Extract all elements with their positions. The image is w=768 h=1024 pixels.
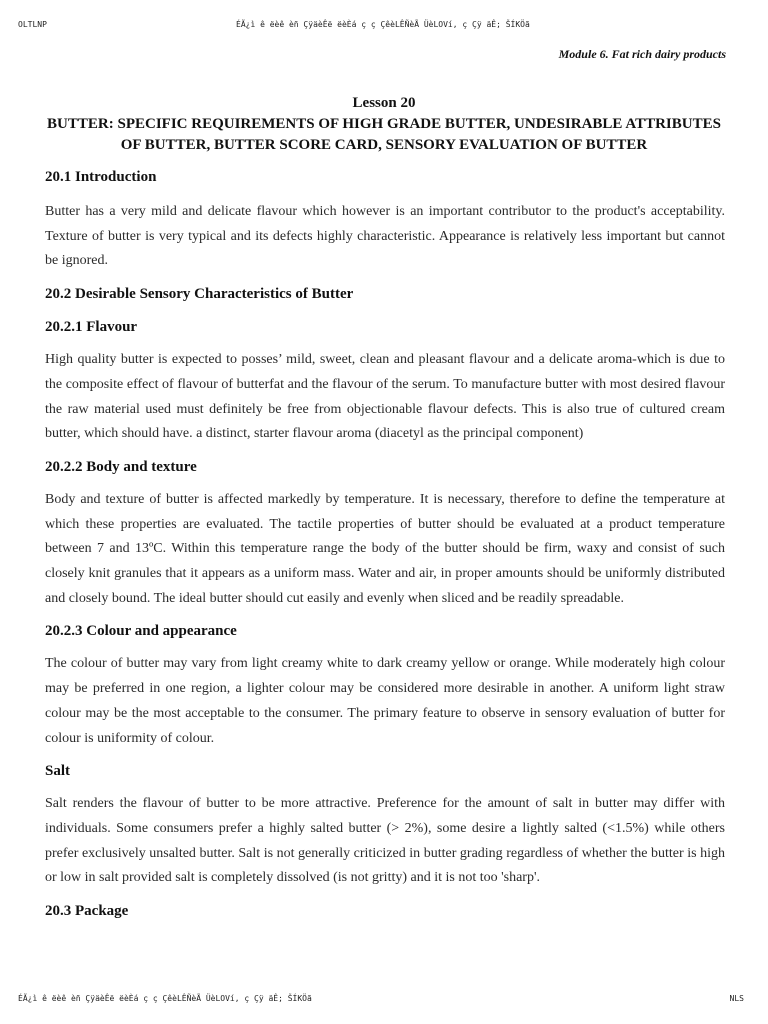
header-left-mark: OLTLNP [18, 20, 47, 29]
paragraph-introduction: Butter has a very mild and delicate flavour which however is an important contributor to the product's acceptability. Texture of butter is very typical and its defects highly characteristic. Appearance is relatively less important but cannot be ignored. [45, 204, 725, 269]
section-heading-introduction: 20.1 Introduction [45, 169, 157, 185]
document-body [45, 166, 725, 922]
paragraph-body-texture: Body and texture of butter is affected markedly by temperature. It is necessary, therefore to define the temperature at which these properties are evaluated. The tactile properties of butter should be evaluated at a product temperature between 7 and 13ºC. Within this temperature range the body of the butter should be firm, waxy and consist of such closely knit granules that it appears as a uniform mass. Water and air, in proper amounts should be uniformly distributed and closely bound. The ideal butter should cut easily and evenly when sliced and be readily spreadable. [45, 491, 725, 606]
header-center-mark: ÉÃ¿ì ê ëèê èñ ÇÿäèÊë ëèÈá ç ç ÇêèLÊÑèÃ ÜèLOVí, ç Çÿ äÊ; ŠÍKÖã [236, 20, 530, 29]
paragraph-colour-appearance: The colour of butter may vary from light creamy white to dark creamy yellow or orange. While moderately high colour may be preferred in one region, a lighter colour may be considered more desirable in another. A uniform light straw colour may be the most acceptable to the consumer. The primary feature to observe in sensory evaluation of butter for colour is uniformity of colour. [45, 656, 725, 746]
section-heading-colour-appearance: 20.2.3 Colour and appearance [45, 623, 237, 640]
footer-left-mark: ÉÃ¿ì ê ëèê èñ ÇÿäèÊë ëèÈá ç ç ÇêèLÊÑèÃ ÜèLOVí, ç Çÿ äÊ; ŠÍKÖã [18, 994, 312, 1003]
paragraph-flavour: High quality butter is expected to posses’ mild, sweet, clean and pleasant flavour and a delicate aroma-which is due to the composite effect of flavour of butterfat and the flavour of the serum. To manufacture butter with most desired flavour the raw material used must definitely be free from objectionable flavour defects. This is also true of cultured cream butter, which should have. a distinct, starter flavour aroma (diacetyl as the principal component) [45, 352, 725, 442]
section-heading-package: 20.3 Package [45, 903, 129, 920]
section-heading-flavour: 20.2.1 Flavour [45, 319, 138, 336]
lesson-number: Lesson 20 [352, 95, 416, 111]
module-title: Module 6. Fat rich dairy products [558, 47, 726, 61]
section-heading-body-texture: 20.2.2 Body and texture [45, 458, 197, 475]
lesson-title: BUTTER: SPECIFIC REQUIREMENTS OF HIGH GRADE BUTTER, UNDESIRABLE ATTRIBUTES OF BUTTER, BUTTER SCORE CARD, SENSORY EVALUATION OF BUTTER [47, 116, 721, 153]
section-heading-desirable-characteristics: 20.2 Desirable Sensory Characteristics of Butter [45, 286, 354, 303]
footer-right-mark: NLS [729, 994, 744, 1003]
paragraph-salt: Salt renders the flavour of butter to be more attractive. Preference for the amount of salt in butter may differ with individuals. Some consumers prefer a highly salted butter (> 2%), some desire a lightly salted (<1.5%) while others prefer exclusively unsalted butter. Salt is not generally criticized in butter grading regardless of whether the butter is high or low in salt provided salt is completely dissolved (is not gritty) and it is not too 'sharp'. [45, 796, 725, 886]
section-heading-salt: Salt [45, 763, 71, 780]
